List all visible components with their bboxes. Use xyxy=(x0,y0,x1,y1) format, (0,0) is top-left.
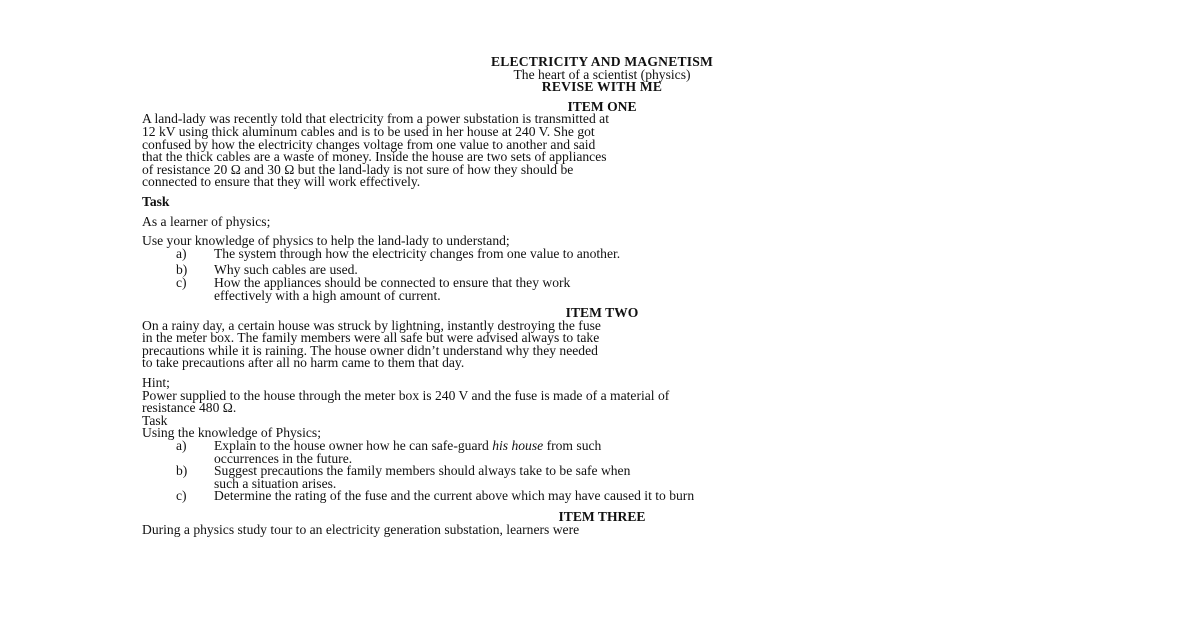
hint-line: Power supplied to the house through the meter box is 240 V and the fuse is made of a material of xyxy=(142,387,670,403)
item-two-hint xyxy=(142,387,1062,416)
item-two-hint-label: Hint; xyxy=(142,375,170,391)
document-page xyxy=(142,56,1062,536)
paragraph-line: On a rainy day, a certain house was struck by lightning, instantly destroying the fuse xyxy=(142,317,601,333)
list-item xyxy=(142,465,1062,490)
paragraph-line: During a physics study tour to an electricity generation substation, learners were xyxy=(142,521,580,537)
list-text: The system through how the electricity changes from one value to another. xyxy=(214,245,621,261)
list-text-part: Explain to the house owner how he can safe-guard xyxy=(214,438,493,454)
list-marker: a) xyxy=(176,245,187,261)
item-one-task-label: Task xyxy=(142,193,170,209)
list-text: occurrences in the future. xyxy=(214,450,353,466)
item-two-task-list xyxy=(142,440,1062,503)
paragraph-line: in the meter box. The family members were all safe but were advised always to take xyxy=(142,330,600,346)
item-one-paragraph xyxy=(142,113,1062,189)
paragraph-line: 12 kV using thick aluminum cables and is to be used in her house at 240 V. She got xyxy=(142,123,595,139)
paragraph-line: A land-lady was recently told that electricity from a power substation is transmitted at xyxy=(142,111,609,127)
item-three-paragraph xyxy=(142,521,1062,537)
document-subtitle: The heart of a scientist (physics) xyxy=(513,66,691,82)
paragraph-line: precautions while it is raining. The house owner didn’t understand why they needed xyxy=(142,342,598,358)
list-item xyxy=(142,274,1062,303)
paragraph-line: confused by how the electricity changes voltage from one value to another and said xyxy=(142,136,596,152)
list-text: Suggest precautions the family members should always take to be safe when xyxy=(214,463,631,479)
item-two-title: ITEM TWO xyxy=(565,305,639,321)
list-marker: c) xyxy=(176,274,187,290)
list-marker: c) xyxy=(176,488,187,504)
emphasis-text: his house xyxy=(492,438,544,454)
list-text: Why such cables are used. xyxy=(214,262,358,278)
item-one-task-intro: As a learner of physics; xyxy=(142,213,271,229)
document-tagline: REVISE WITH ME xyxy=(541,79,663,95)
paragraph-line: that the thick cables are a waste of money. Inside the house are two sets of appliances xyxy=(142,149,607,165)
list-item xyxy=(142,245,1062,261)
item-three-title: ITEM THREE xyxy=(558,509,646,524)
item-two-paragraph xyxy=(142,317,1062,371)
list-text: Determine the rating of the fuse and the current above which may have caused it to burn xyxy=(214,488,695,504)
document-title: ELECTRICITY AND MAGNETISM xyxy=(490,54,714,69)
item-two-task-label: Task xyxy=(142,412,168,428)
item-two-task-intro: Using the knowledge of Physics; xyxy=(142,425,321,441)
list-text-part: from such xyxy=(543,438,602,454)
list-item xyxy=(142,440,1062,465)
item-one-task-instruction: Use your knowledge of physics to help the land-lady to understand; xyxy=(142,233,510,249)
list-marker: a) xyxy=(176,438,187,454)
list-text: How the appliances should be connected to ensure that they work xyxy=(214,274,571,290)
paragraph-line: connected to ensure that they will work effectively. xyxy=(142,174,421,190)
list-marker: b) xyxy=(176,463,188,479)
paragraph-line: to take precautions after all no harm came to them that day. xyxy=(142,355,465,371)
list-item xyxy=(142,490,1062,503)
hint-line: resistance 480 Ω. xyxy=(142,400,237,416)
list-text: such a situation arises. xyxy=(214,475,337,491)
item-one-task-list xyxy=(142,245,1062,303)
item-one-title: ITEM ONE xyxy=(567,98,637,114)
list-text: effectively with a high amount of current. xyxy=(214,287,441,303)
paragraph-line: of resistance 20 Ω and 30 Ω but the land-lady is not sure of how they should be xyxy=(142,161,574,177)
list-marker: b) xyxy=(176,262,188,278)
